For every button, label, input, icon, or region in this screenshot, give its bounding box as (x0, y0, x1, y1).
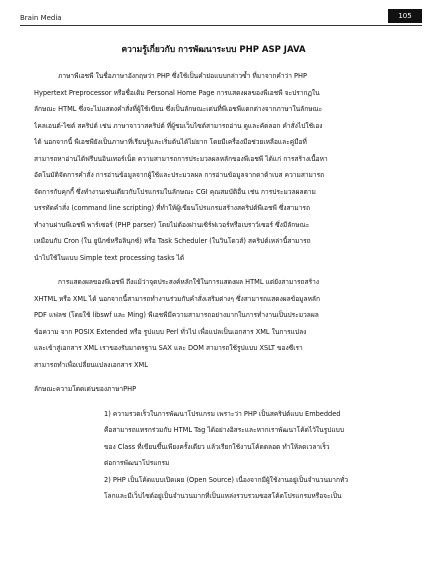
text-line: ได้ นอกจากนี้ พีเอชพียังเป็นภาษาที่เรียนรู้และเริ่มต้นได้ไม่ยาก โดยมีเครื่องมือช่วยเหลือและคู่มือที่ (34, 138, 307, 146)
features-heading: ลักษณะความโดดเด่นของภาษาPHP (34, 385, 137, 393)
text-line: ต่อการพัฒนาโปรแกรม (104, 459, 170, 467)
paragraph-1 (34, 68, 394, 266)
text-line: นำไปใช้ในแบบ Simple text processing tasks ได้ (34, 253, 185, 262)
text-line: 2) PHP เป็นโค้ดแบบเปิดเผย (Open Source) เนื่องจากมีผู้ใช้งานอยู่เป็นจำนวนมากทั่ว (104, 475, 349, 484)
paragraph-spacer (34, 266, 394, 274)
text-line: ข้อความ จาก POSIX Extended หรือ รูปแบบ Perl ทั่วไป เพื่อแปลเป็นเอกสาร XML ในการแปลง (34, 327, 307, 336)
text-line: จัดการกับคุกกี้ ซึ่งทำงานเช่นเดียวกับโปรแกรมในลักษณะ CGI คุณสมบัติอื่น เช่น การประมวลผลตาม (34, 187, 316, 196)
text-line: PDF แฟลช (โดยใช้ libswf และ Ming) พีเอชพีมีความสามารถอย่างมากในการทำงานเป็นประมวลผล (34, 311, 319, 319)
text-line: ไคลเอนต์-ไซด์ สคริปต์ เช่น ภาษาจาวาสคริปต์ ที่ผู้ชมเว็บไซต์สามารถอ่าน ดูและคัดลอก คำสั่งไปใช้เอง (34, 121, 323, 130)
text-line: บรรทัดคำสั่ง (command line scripting) ที่ทำให้ผู้เขียนโปรแกรมสร้างสคริปต์พีเอชพี ซึ่งสามารถ (34, 204, 310, 212)
list-item (34, 472, 394, 505)
text-line: XHTML หรือ XML ได้ นอกจากนี้สามารถทำงานร่วมกับคำสั่งเสริมต่างๆ ซึ่งสามารถแสดงผลข้อมูลหลัก (34, 294, 320, 303)
text-line: ของ Class ที่เขียนขึ้นเพียงครั้งเดียว แล้วเรียกใช้งานโค้ดตลอด ทำให้ลดเวลาเร็ว (104, 442, 330, 451)
text-line: และเข้าสู่เอกสาร XML เราของรับมาตรฐาน SAX และ DOM สามารถใช้รูปแบบ XSLT ของซีเรา (34, 344, 303, 352)
text-line: การแสดงผลของพีเอชพี ถึงแม้ว่าจุดประสงค์หลักใช้ในการแสดงผล HTML แต่ยังสามารถสร้าง (58, 278, 320, 286)
text-line: โลกและมีเว็บไซต์อยู่เป็นจำนวนมากที่เป็นแหล่งรวบรวมซอสโค้ดโปรแกรมหรือจะเป็น (104, 492, 342, 500)
text-line: ลักษณะ HTML ซึ่งจะไม่แสดงคำสั่งที่ผู้ใช้เขียน ซึ่งเป็นลักษณะเด่นที่พีเอชพีแตกต่างจากภาษาในลักษณะ (34, 105, 323, 113)
features-list (34, 406, 394, 505)
header-brand: Brain Media (20, 14, 62, 22)
text-line: คือสามารถแทรกร่วมกับ HTML Tag ได้อย่างอิสระและหากเราพัฒนาโค้ดไว้ในรูปแบบ (104, 426, 345, 434)
paragraph-spacer (34, 398, 394, 406)
page-title: ความรู้เกี่ยวกับ การพัฒนาระบบ PHP ASP JAVA (121, 45, 306, 55)
paragraph-spacer (34, 373, 394, 381)
page-number-badge: 105 (388, 9, 422, 23)
text-line: ทำงานผ่านพีเอชพี พาร์เซอร์ (PHP parser) โดยไม่ต้องผ่านเซิร์ฟเวอร์หรือเบราว์เซอร์ ซึ่งมีลักษณะ (34, 220, 310, 229)
paragraph-2 (34, 274, 394, 373)
text-line: สามารถทำเพื่อเปลี่ยนแปลงเอกสาร XML (34, 360, 148, 369)
text-line: เหมือนกับ Cron (ใน ยูนิกซ์หรือลินุกซ์) หรือ Task Scheduler (ในวินโดวส์) สคริปต์เหล่านี้สามารถ (34, 237, 311, 245)
list-item (34, 406, 394, 472)
header-divider (20, 25, 422, 26)
text-line: สามารถหาอ่านได้ฟรีบนอินเทอร์เน็ต ความสามารถการประมวลผลหลักของพีเอชพี ได้แก่ การสร้างเนื้อหา (34, 154, 328, 163)
text-line: Hypertext Preprocessor หรือชื่อเดิม Personal Home Page การแสดงผลของพีเอชพี จะปรากฏใน (34, 88, 320, 97)
body-text (34, 68, 394, 505)
text-line: 1) ความรวดเร็วในการพัฒนาโปรแกรม เพราะว่า PHP เป็นสคริปต์แบบ Embedded (104, 409, 341, 418)
text-line: อัตโนมัติจัดการคำสั่ง การอ่านข้อมูลจากผู้ใช้และประมวลผล การอ่านข้อมูลจากดาต้าเบส ความสามารถ (34, 171, 325, 179)
text-line: ภาษาพีเอชพี ในชื่อภาษาอังกฤษว่า PHP ซึ่งใช้เป็นคำย่อแบบกล่าวซ้ำ ที่มาจากคำว่า PHP (58, 72, 307, 80)
